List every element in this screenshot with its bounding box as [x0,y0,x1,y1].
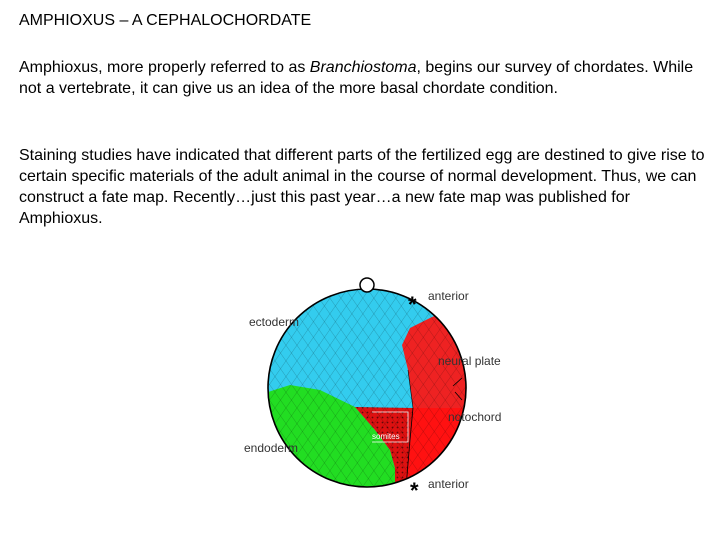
page-title: AMPHIOXUS – A CEPHALOCHORDATE [19,12,312,29]
label-notochord: notochord [448,410,502,424]
label-anterior-top: anterior [428,289,469,303]
paragraph-intro-genus: Branchiostoma [309,59,417,76]
label-anterior-bottom: anterior [428,477,469,491]
paragraph-fate-map: Staining studies have indicated that different parts of the fertilized egg are destined to give rise to certain specific materials of the adult animal in the course of normal development. Thus, we can construct a fate map. Recently…just this past year…a new fate map was published for Amphioxus. [19,147,705,227]
animal-pole-marker [360,278,374,292]
label-neural-plate: neural plate [438,354,501,368]
star-top: * [408,292,417,317]
label-endoderm: endoderm [244,441,299,455]
paragraph-intro-text-2: , begins our survey of chordates. While not a vertebrate, it can give us an idea of the more basal chordate condition. [19,59,694,97]
label-ectoderm: ectoderm [249,315,300,329]
label-somites: somites [372,432,400,441]
paragraph-intro-text-1: Amphioxus, more properly referred to as [19,59,310,76]
star-bottom: * [410,478,419,503]
